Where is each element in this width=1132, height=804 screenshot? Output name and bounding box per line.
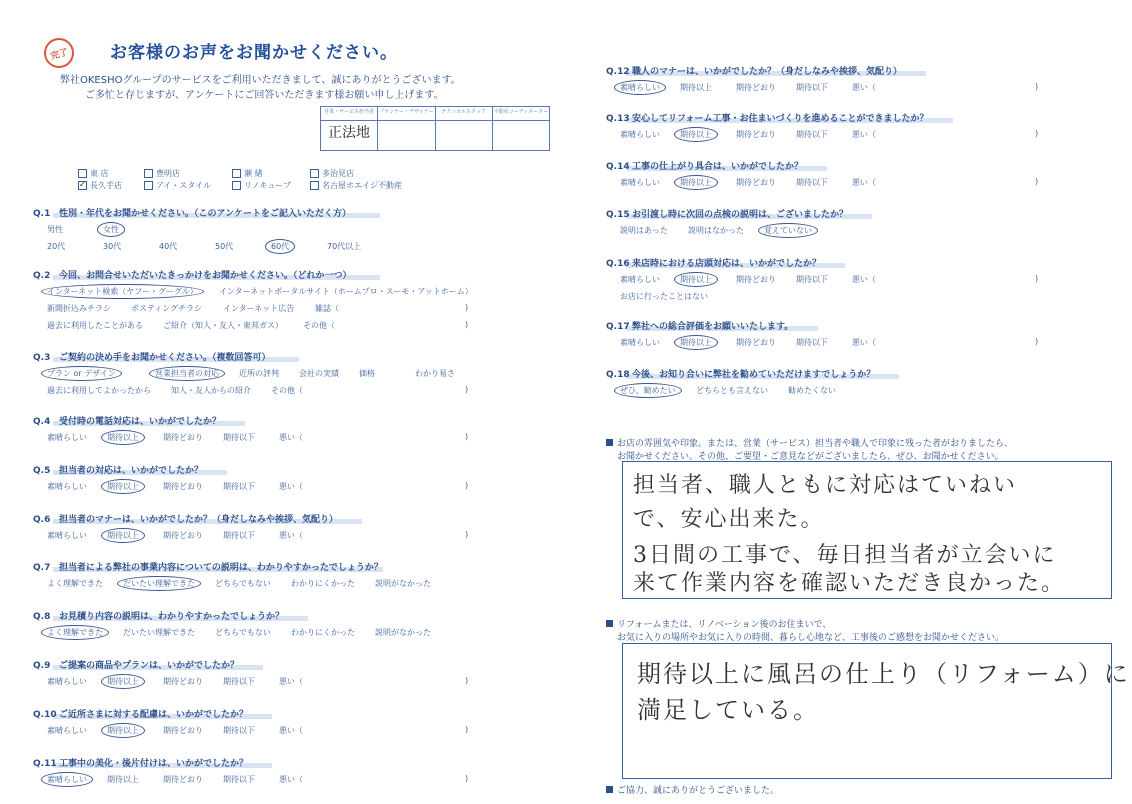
branch-label: 名古屋ホエイジ不動産: [322, 181, 402, 190]
question-text: 弊社への総合評価をお願いいたします。: [632, 322, 794, 332]
footer-thanks: ご協力、誠にありがとうございました。: [606, 783, 779, 796]
staff-header: 不動産コーディネーター: [492, 107, 550, 121]
question-number: Q.2: [33, 271, 51, 281]
question-number: Q.16: [606, 259, 630, 269]
answer-option[interactable]: ): [465, 530, 469, 539]
answer-option[interactable]: 70代以上: [327, 242, 362, 251]
answer-option[interactable]: 男性: [47, 225, 63, 234]
question-text: 担当者の対応は、いかがでしたか？: [59, 466, 204, 476]
question-q1: [33, 206, 351, 219]
staff-table: [320, 106, 550, 151]
question-q14: [606, 159, 803, 172]
answer-option[interactable]: わかり易さ: [415, 369, 455, 378]
answer-option[interactable]: ): [465, 481, 469, 490]
question-number: Q.1: [33, 209, 51, 219]
answer-option[interactable]: ): [465, 432, 469, 441]
answer-option[interactable]: 説明はなかった: [688, 226, 744, 235]
free1-answer-box[interactable]: [622, 461, 1112, 599]
question-text: ご近所さまに対する配慮は、いかがでしたか？: [59, 710, 249, 720]
page-title: お客様のお声をお聞かせください。: [110, 43, 398, 63]
completion-stamp: 完了: [41, 35, 78, 72]
branch-label: 豊明店: [156, 169, 180, 178]
selected-option[interactable]: プラン or デザイン: [41, 366, 122, 381]
answer-option[interactable]: 期待どおり: [163, 433, 203, 442]
selected-option[interactable]: 素晴らしい: [41, 772, 93, 787]
answer-option[interactable]: 悪い（: [852, 338, 876, 347]
answer-option[interactable]: だいたい理解できた: [123, 628, 195, 637]
staff-header: 営業・サービス担当者: [321, 107, 378, 121]
answer-option[interactable]: その他（: [303, 321, 335, 330]
answer-option[interactable]: 50代: [215, 242, 234, 251]
answer-option[interactable]: 期待以下: [796, 338, 828, 347]
question-q7: [33, 560, 383, 573]
question-number: Q.13: [606, 114, 630, 124]
question-q18: [606, 367, 875, 380]
answer-option[interactable]: 期待どおり: [163, 726, 203, 735]
answer-option[interactable]: 雑誌（: [315, 304, 339, 313]
answer-option[interactable]: ): [465, 320, 469, 329]
answer-option[interactable]: ): [1035, 274, 1039, 283]
answer-option[interactable]: ): [465, 725, 469, 734]
answer-option[interactable]: 素晴らしい: [620, 338, 660, 347]
selected-option[interactable]: 期待以上: [674, 127, 718, 142]
branch-label: リノキューブ: [244, 181, 291, 190]
question-text: ご提案の商品やプランは、いかがでしたか？: [59, 661, 240, 671]
answer-option[interactable]: わかりにくかった: [291, 628, 355, 637]
question-text: 来店時における店頭対応は、いかがでしたか？: [632, 259, 822, 269]
selected-option[interactable]: 期待以上: [101, 674, 145, 689]
answer-option[interactable]: 素晴らしい: [47, 531, 87, 540]
answer-option[interactable]: 新聞折込みチラシ: [47, 304, 111, 313]
question-text: 担当者による弊社の事業内容についての説明は、わかりやすかったでしょうか？: [59, 563, 383, 573]
answer-option[interactable]: 悪い（: [279, 531, 303, 540]
answer-option[interactable]: 期待以下: [796, 83, 828, 92]
question-number: Q.10: [33, 710, 57, 720]
question-text: 受付時の電話対応は、いかがでしたか？: [59, 417, 222, 427]
question-q15: [606, 207, 848, 220]
branch-option[interactable]: [144, 168, 180, 179]
answer-option[interactable]: 40代: [159, 242, 178, 251]
selected-option[interactable]: 期待以上: [674, 335, 718, 350]
free1-answer-line: 担当者、職人ともに対応はていねい: [633, 473, 1018, 498]
answer-option[interactable]: 悪い（: [279, 726, 303, 735]
answer-option[interactable]: 期待以下: [223, 433, 255, 442]
question-text: 安心してリフォーム工事・お住まいづくりを進めることができましたか？: [632, 114, 929, 124]
checkbox-icon[interactable]: [232, 181, 241, 190]
answer-option[interactable]: 過去に利用したことがある: [47, 321, 143, 330]
question-number: Q.17: [606, 322, 630, 332]
answer-option[interactable]: 素晴らしい: [47, 433, 87, 442]
question-q9: [33, 658, 239, 671]
staff-sales-name: 正法地: [321, 121, 378, 151]
answer-option[interactable]: 期待どおり: [163, 775, 203, 784]
staff-value: [378, 121, 436, 151]
answer-option[interactable]: どちらでもない: [215, 628, 271, 637]
selected-option[interactable]: よく理解できた: [41, 625, 109, 640]
answer-option[interactable]: 勧めたくない: [788, 386, 836, 395]
square-bullet-icon: [606, 786, 613, 793]
question-number: Q.9: [33, 661, 51, 671]
answer-option[interactable]: 期待どおり: [736, 178, 776, 187]
branch-label: 長久手店: [90, 181, 122, 190]
branch-label: 瀬 緒: [244, 169, 263, 178]
free1-answer-line: で、安心出来た。: [633, 507, 825, 532]
selected-option[interactable]: 期待以上: [101, 430, 145, 445]
question-text: お見積り内容の説明は、わかりやすかったでしょうか？: [59, 612, 285, 622]
staff-value: [435, 121, 492, 151]
selected-option[interactable]: だいたい理解できた: [117, 576, 201, 591]
answer-option[interactable]: その他（: [271, 386, 303, 395]
answer-option[interactable]: 期待どおり: [736, 338, 776, 347]
answer-option[interactable]: 近所の評判: [239, 369, 279, 378]
answer-option[interactable]: 期待以下: [223, 726, 255, 735]
question-text: 性別・年代をお聞かせください。（このアンケートをご記入いただく方）: [59, 209, 351, 219]
answer-option[interactable]: ): [465, 774, 469, 783]
checkbox-icon[interactable]: [232, 169, 241, 178]
answer-option[interactable]: インターネットポータルサイト（ホームプロ・スーモ・アットホーム）: [219, 287, 473, 296]
answer-option[interactable]: 素晴らしい: [620, 275, 660, 284]
answer-option[interactable]: 期待どおり: [736, 83, 776, 92]
checkbox-icon[interactable]: [78, 169, 87, 178]
free2-answer-box[interactable]: [622, 643, 1130, 779]
question-q11: [33, 756, 248, 769]
answer-option[interactable]: 期待どおり: [163, 531, 203, 540]
answer-option[interactable]: ): [1035, 129, 1039, 138]
answer-option[interactable]: 過去に利用してよかったから: [47, 386, 151, 395]
selected-option[interactable]: 期待以上: [674, 272, 718, 287]
branch-option[interactable]: [310, 168, 354, 179]
free1-answer-line: 来て作業内容を確認いただき良かった。: [633, 571, 1066, 596]
question-number: Q.6: [33, 515, 51, 525]
answer-option[interactable]: 価格: [359, 369, 375, 378]
free2-prompt-2: お気に入りの場所やお気に入りの時間、暮らし心地など、工事後のご感想をお聞かせください。: [617, 633, 1005, 643]
answer-option[interactable]: 悪い（: [852, 178, 876, 187]
branch-option[interactable]: [310, 180, 402, 191]
question-number: Q.12: [606, 67, 630, 77]
answer-option[interactable]: よく理解できた: [47, 579, 103, 588]
question-q8: [33, 609, 284, 622]
checkbox-icon[interactable]: [310, 169, 319, 178]
free1-prompt-2: お聞かせください。その他、ご要望・ご意見などがございましたら、ぜひ、お聞かせください。: [617, 452, 1004, 462]
question-q3: [33, 350, 271, 363]
question-text: 今回、お問合せいただいたきっかけをお聞かせください。（どれか一つ）: [59, 271, 352, 281]
branch-option[interactable]: [78, 180, 122, 191]
question-text: ご契約の決め手をお聞かせください。（複数回答可）: [59, 353, 271, 363]
answer-option[interactable]: 30代: [103, 242, 122, 251]
answer-option[interactable]: 期待以下: [796, 178, 828, 187]
answer-option[interactable]: ): [1035, 177, 1039, 186]
free2-answer-line: 期待以上に風呂の仕上り（リフォーム）に: [637, 660, 1130, 688]
selected-option[interactable]: 女性: [97, 222, 125, 237]
question-number: Q.4: [33, 417, 51, 427]
question-number: Q.8: [33, 612, 51, 622]
answer-option[interactable]: ポスティングチラシ: [131, 304, 203, 313]
answer-option[interactable]: ): [465, 303, 469, 312]
answer-option[interactable]: 素晴らしい: [47, 726, 87, 735]
staff-header: プランナー・デザイナー: [378, 107, 436, 121]
question-number: Q.18: [606, 370, 630, 380]
answer-option[interactable]: 期待以上: [680, 83, 712, 92]
selected-option[interactable]: ぜひ、勧めたい: [614, 383, 682, 398]
question-number: Q.3: [33, 353, 51, 363]
answer-option[interactable]: どちらでもない: [215, 579, 271, 588]
answer-option[interactable]: 素晴らしい: [47, 482, 87, 491]
answer-option[interactable]: 期待以下: [796, 275, 828, 284]
answer-option[interactable]: ): [1035, 82, 1039, 91]
answer-option[interactable]: 期待どおり: [163, 677, 203, 686]
free2-answer-line: 満足している。: [637, 696, 819, 724]
answer-option[interactable]: 知人・友人からの紹介: [171, 386, 251, 395]
answer-option[interactable]: 期待どおり: [736, 275, 776, 284]
selected-option[interactable]: 期待以上: [674, 175, 718, 190]
branch-option[interactable]: [144, 180, 211, 191]
answer-option[interactable]: 説明がなかった: [375, 628, 431, 637]
checkbox-icon[interactable]: [310, 181, 319, 190]
answer-option[interactable]: 悪い（: [852, 83, 876, 92]
question-q17: [606, 319, 793, 332]
question-number: Q.14: [606, 162, 630, 172]
free2-prompt-1: リフォームまたは、リノベーション後のお住まいで、: [606, 617, 831, 630]
question-number: Q.11: [33, 759, 57, 769]
question-q4: [33, 414, 221, 427]
selected-option[interactable]: 期待以上: [101, 479, 145, 494]
answer-option[interactable]: 期待どおり: [163, 482, 203, 491]
question-q5: [33, 463, 203, 476]
question-q10: [33, 707, 248, 720]
staff-header: テクニカルスタッフ: [435, 107, 492, 121]
question-text: 今後、お知り合いに弊社を勧めていただけますでしょうか？: [632, 370, 876, 380]
selected-option[interactable]: 素晴らしい: [614, 80, 666, 95]
answer-option[interactable]: 悪い（: [852, 130, 876, 139]
checked-box-icon[interactable]: ✓: [79, 180, 86, 189]
question-number: Q.7: [33, 563, 51, 573]
branch-option[interactable]: [232, 168, 263, 179]
branch-option[interactable]: [232, 180, 291, 191]
answer-option[interactable]: 期待以上: [107, 775, 139, 784]
selected-option[interactable]: インターネット検索（ヤフー・グーグル）: [41, 284, 204, 299]
answer-option[interactable]: インターネット広告: [223, 304, 295, 313]
answer-option[interactable]: 期待以下: [796, 130, 828, 139]
answer-option[interactable]: 悪い（: [279, 433, 303, 442]
selected-option[interactable]: 営業担当者の対応: [149, 366, 225, 381]
answer-option[interactable]: どちらとも言えない: [696, 386, 768, 395]
answer-option[interactable]: 説明はあった: [620, 226, 668, 235]
answer-option[interactable]: わかりにくかった: [291, 579, 355, 588]
question-q2: [33, 268, 352, 281]
question-q16: [606, 256, 821, 269]
branch-option[interactable]: [78, 168, 109, 179]
answer-option[interactable]: 素晴らしい: [47, 677, 87, 686]
question-q6: [33, 512, 338, 525]
answer-option[interactable]: 悪い（: [279, 775, 303, 784]
intro-line-1: 弊社OKESHOグループのサービスをご利用いただきまして、誠にありがとうございます。: [60, 75, 461, 86]
answer-option[interactable]: 期待以下: [223, 775, 255, 784]
answer-option[interactable]: 期待以下: [223, 482, 255, 491]
square-bullet-icon: [606, 620, 613, 627]
question-text: 工事中の美化・後片付けは、いかがでしたか？: [59, 759, 249, 769]
question-number: Q.5: [33, 466, 51, 476]
question-q12: [606, 64, 902, 77]
question-text: お引渡し時に次回の点検の説明は、ございましたか？: [632, 210, 849, 220]
answer-option[interactable]: 悪い（: [279, 677, 303, 686]
staff-value: [492, 121, 550, 151]
answer-option[interactable]: 期待以下: [223, 531, 255, 540]
answer-option[interactable]: お店に行ったことはない: [620, 292, 708, 301]
question-text: 工事の仕上がり具合は、いかがでしたか？: [632, 162, 804, 172]
answer-option[interactable]: 素晴らしい: [620, 130, 660, 139]
answer-option[interactable]: ): [1035, 337, 1039, 346]
selected-option[interactable]: 期待以上: [101, 528, 145, 543]
answer-option[interactable]: 期待以下: [223, 677, 255, 686]
intro-line-2: ご多忙と存じますが、アンケートにご回答いただきます様お願い申し上げます。: [85, 90, 444, 101]
answer-option[interactable]: 会社の実績: [299, 369, 339, 378]
checkbox-icon[interactable]: [144, 169, 153, 178]
branch-label: アイ・スタイル: [156, 181, 212, 190]
square-bullet-icon: [606, 439, 613, 446]
answer-option[interactable]: ご紹介（知人・友人・東邦ガス）: [163, 321, 283, 330]
answer-option[interactable]: 期待どおり: [736, 130, 776, 139]
answer-option[interactable]: ): [465, 385, 469, 394]
free1-prompt-1: お店の雰囲気や印象。または、営業（サービス）担当者や職人で印象に残った者がおりましたら、: [606, 436, 1013, 449]
answer-option[interactable]: 20代: [47, 242, 66, 251]
question-text: 担当者のマナーは、いかがでしたか？（身だしなみや挨拶、気配り）: [59, 515, 339, 525]
branch-label: 多治見店: [322, 169, 354, 178]
selected-option[interactable]: 期待以上: [101, 723, 145, 738]
selected-option[interactable]: 覚えていない: [758, 223, 818, 238]
answer-option[interactable]: ): [465, 676, 469, 685]
question-text: 職人のマナーは、いかがでしたか？（身だしなみや挨拶、気配り）: [632, 67, 903, 77]
answer-option[interactable]: 説明がなかった: [375, 579, 431, 588]
branch-label: 東 店: [90, 169, 109, 178]
answer-option[interactable]: 悪い（: [852, 275, 876, 284]
answer-option[interactable]: 悪い（: [279, 482, 303, 491]
question-number: Q.15: [606, 210, 630, 220]
checkbox-icon[interactable]: [144, 181, 153, 190]
answer-option[interactable]: 素晴らしい: [620, 178, 660, 187]
selected-option[interactable]: 60代: [265, 239, 295, 254]
free1-answer-line: 3日間の工事で、毎日担当者が立会いに: [633, 543, 1057, 568]
question-q13: [606, 111, 929, 124]
